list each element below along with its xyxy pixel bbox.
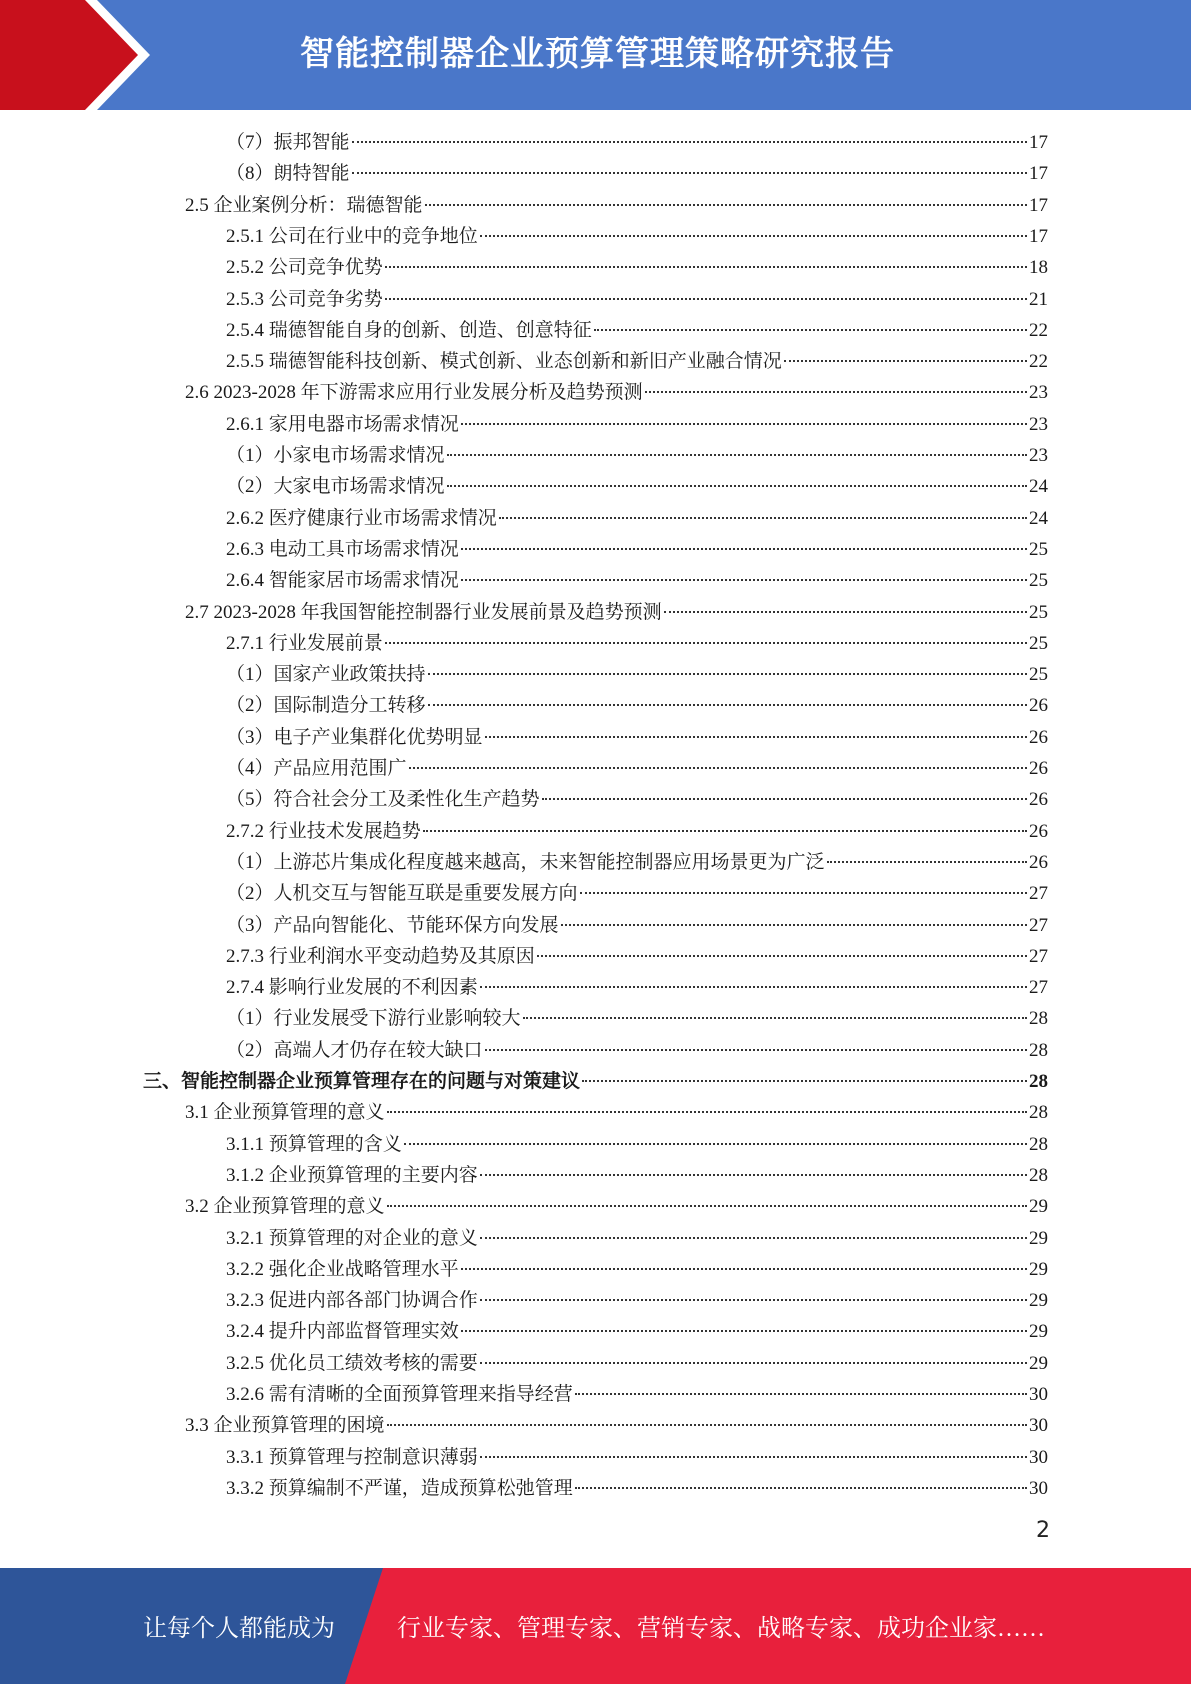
toc-entry[interactable]: [226, 440, 1048, 471]
toc-leader-dots: [664, 611, 1027, 613]
toc-entry-page: 26: [1029, 758, 1048, 779]
toc-entry[interactable]: [226, 1348, 1048, 1379]
toc-entry-page: 25: [1029, 602, 1048, 623]
toc-entry-title: 2.7.4 影响行业发展的不利因素: [226, 977, 478, 998]
toc-entry-page: 30: [1029, 1447, 1048, 1468]
toc-entry-page: 24: [1029, 476, 1048, 497]
toc-entry-page: 25: [1029, 570, 1048, 591]
toc-entry-page: 26: [1029, 821, 1048, 842]
toc-leader-dots: [485, 736, 1027, 738]
toc-entry-page: 28: [1029, 1102, 1048, 1123]
toc-entry-page: 28: [1029, 1165, 1048, 1186]
toc-leader-dots: [387, 1205, 1027, 1207]
toc-entry[interactable]: [226, 315, 1048, 346]
toc-leader-dots: [580, 892, 1027, 894]
toc-entry-title: （8）朗特智能: [226, 163, 350, 184]
toc-entry-page: 27: [1029, 915, 1048, 936]
toc-entry-title: 3.1 企业预算管理的意义: [185, 1102, 385, 1123]
toc-entry[interactable]: [226, 471, 1048, 502]
toc-entry[interactable]: [226, 753, 1048, 784]
toc-entry[interactable]: [226, 565, 1048, 596]
toc-leader-dots: [447, 485, 1027, 487]
toc-entry-page: 22: [1029, 351, 1048, 372]
report-title: 智能控制器企业预算管理策略研究报告: [300, 34, 895, 74]
toc-entry[interactable]: [226, 252, 1048, 283]
toc-entry[interactable]: [226, 1160, 1048, 1191]
toc-entry-title: 2.6.1 家用电器市场需求情况: [226, 414, 459, 435]
toc-entry-page: 17: [1029, 226, 1048, 247]
toc-entry-page: 30: [1029, 1384, 1048, 1405]
toc-entry-title: （2）国际制造分工转移: [226, 695, 426, 716]
toc-leader-dots: [461, 423, 1027, 425]
toc-entry-title: 2.6.3 电动工具市场需求情况: [226, 539, 459, 560]
toc-leader-dots: [480, 1362, 1027, 1364]
toc-entry[interactable]: [185, 1097, 1048, 1128]
toc-leader-dots: [827, 861, 1027, 863]
toc-entry[interactable]: [226, 1254, 1048, 1285]
toc-leader-dots: [461, 548, 1027, 550]
toc-leader-dots: [385, 642, 1027, 644]
toc-leader-dots: [385, 266, 1027, 268]
toc-entry-page: 28: [1029, 1008, 1048, 1029]
toc-entry-page: 23: [1029, 382, 1048, 403]
page-header: [0, 0, 1191, 110]
toc-entry-title: 3.2.2 强化企业战略管理水平: [226, 1259, 459, 1280]
footer-slogan-left: 让每个人都能成为: [143, 1616, 335, 1642]
toc-entry-page: 29: [1029, 1290, 1048, 1311]
toc-entry-page: 22: [1029, 320, 1048, 341]
page-footer: [0, 1568, 1191, 1684]
toc-entry-page: 29: [1029, 1228, 1048, 1249]
toc-entry-title: 2.5.3 公司竞争劣势: [226, 289, 383, 310]
toc-entry-title: 2.7 2023-2028 年我国智能控制器行业发展前景及趋势预测: [185, 602, 662, 623]
toc-entry-page: 29: [1029, 1353, 1048, 1374]
toc-leader-dots: [499, 517, 1027, 519]
toc-entry[interactable]: [226, 284, 1048, 315]
toc-entry[interactable]: [226, 1316, 1048, 1347]
toc-entry[interactable]: [226, 722, 1048, 753]
toc-entry-page: 27: [1029, 977, 1048, 998]
toc-entry-title: 3.2 企业预算管理的意义: [185, 1196, 385, 1217]
toc-entry-page: 29: [1029, 1196, 1048, 1217]
toc-leader-dots: [423, 830, 1027, 832]
toc-leader-dots: [645, 391, 1027, 393]
toc-leader-dots: [409, 767, 1027, 769]
toc-entry-page: 26: [1029, 695, 1048, 716]
toc-entry[interactable]: [226, 1035, 1048, 1066]
toc-leader-dots: [523, 1017, 1027, 1019]
toc-entry[interactable]: [226, 1473, 1048, 1504]
toc-entry[interactable]: [226, 1003, 1048, 1034]
toc-entry-title: 3.2.5 优化员工绩效考核的需要: [226, 1353, 478, 1374]
toc-leader-dots: [485, 1049, 1027, 1051]
toc-entry-title: （1）小家电市场需求情况: [226, 445, 445, 466]
toc-entry-page: 30: [1029, 1478, 1048, 1499]
toc-entry-title: （2）大家电市场需求情况: [226, 476, 445, 497]
toc-entry-page: 26: [1029, 727, 1048, 748]
toc-entry-title: 3.3.1 预算管理与控制意识薄弱: [226, 1447, 478, 1468]
toc-entry[interactable]: [226, 409, 1048, 440]
toc-entry-title: 2.5.4 瑞德智能自身的创新、创造、创意特征: [226, 320, 592, 341]
toc-entry-title: 2.6 2023-2028 年下游需求应用行业发展分析及趋势预测: [185, 382, 643, 403]
toc-entry-title: （3）产品向智能化、节能环保方向发展: [226, 915, 559, 936]
toc-leader-dots: [784, 360, 1027, 362]
toc-entry[interactable]: [226, 221, 1048, 252]
toc-entry-title: 3.2.4 提升内部监督管理实效: [226, 1321, 459, 1342]
toc-entry-title: （1）上游芯片集成化程度越来越高，未来智能控制器应用场景更为广泛: [226, 852, 825, 873]
toc-entry-title: 3.2.6 需有清晰的全面预算管理来指导经营: [226, 1384, 573, 1405]
toc-entry-title: （3）电子产业集群化优势明显: [226, 727, 483, 748]
header-chevron-icon: [0, 0, 160, 110]
toc-entry[interactable]: [143, 1066, 1048, 1097]
toc-leader-dots: [387, 1424, 1027, 1426]
toc-entry[interactable]: [185, 597, 1048, 628]
toc-entry[interactable]: [185, 1410, 1048, 1441]
toc-entry-title: 3.1.2 企业预算管理的主要内容: [226, 1165, 478, 1186]
toc-entry-title: 3.2.3 促进内部各部门协调合作: [226, 1290, 478, 1311]
toc-leader-dots: [594, 329, 1027, 331]
toc-entry-page: 25: [1029, 633, 1048, 654]
toc-leader-dots: [428, 704, 1027, 706]
toc-entry-title: 三、智能控制器企业预算管理存在的问题与对策建议: [143, 1071, 581, 1092]
toc-leader-dots: [387, 1111, 1027, 1113]
toc-entry-page: 28: [1029, 1040, 1048, 1061]
toc-entry-page: 23: [1029, 414, 1048, 435]
toc-leader-dots: [461, 579, 1027, 581]
toc-entry[interactable]: [226, 784, 1048, 815]
toc-entry-title: （1）国家产业政策扶持: [226, 664, 426, 685]
toc-leader-dots: [575, 1487, 1027, 1489]
toc-entry-page: 30: [1029, 1415, 1048, 1436]
toc-entry-title: 2.7.3 行业利润水平变动趋势及其原因: [226, 946, 535, 967]
toc-leader-dots: [404, 1143, 1027, 1145]
toc-leader-dots: [461, 1330, 1027, 1332]
toc-entry[interactable]: [226, 878, 1048, 909]
toc-entry[interactable]: [226, 628, 1048, 659]
toc-entry[interactable]: [226, 847, 1048, 878]
toc-entry-title: （2）高端人才仍存在较大缺口: [226, 1040, 483, 1061]
toc-entry[interactable]: [226, 972, 1048, 1003]
toc-leader-dots: [480, 235, 1027, 237]
toc-leader-dots: [480, 1456, 1027, 1458]
footer-slogan-right: 行业专家、管理专家、营销专家、战略专家、成功企业家……: [397, 1616, 1045, 1642]
toc-entry-title: （2）人机交互与智能互联是重要发展方向: [226, 883, 578, 904]
toc-leader-dots: [537, 955, 1027, 957]
toc-entry-page: 25: [1029, 664, 1048, 685]
toc-leader-dots: [575, 1393, 1027, 1395]
toc-entry-title: 2.7.1 行业发展前景: [226, 633, 383, 654]
toc-entry[interactable]: [226, 503, 1048, 534]
toc-entry-page: 29: [1029, 1321, 1048, 1342]
toc-entry-page: 21: [1029, 289, 1048, 310]
toc-entry-title: 2.5.1 公司在行业中的竞争地位: [226, 226, 478, 247]
toc-entry[interactable]: [185, 377, 1048, 408]
toc-entry-page: 27: [1029, 883, 1048, 904]
toc-entry-page: 23: [1029, 445, 1048, 466]
toc-entry-title: （1）行业发展受下游行业影响较大: [226, 1008, 521, 1029]
toc-entry-title: 3.2.1 预算管理的对企业的意义: [226, 1228, 478, 1249]
toc-entry-page: 29: [1029, 1259, 1048, 1280]
toc-entry-title: 2.5.2 公司竞争优势: [226, 257, 383, 278]
toc-leader-dots: [582, 1080, 1027, 1082]
toc-entry-title: 3.3.2 预算编制不严谨，造成预算松弛管理: [226, 1478, 573, 1499]
toc-entry[interactable]: [226, 534, 1048, 565]
toc-entry-page: 18: [1029, 257, 1048, 278]
toc-entry-page: 17: [1029, 195, 1048, 216]
toc-entry-title: （4）产品应用范围广: [226, 758, 407, 779]
toc-leader-dots: [480, 1237, 1027, 1239]
toc-entry-page: 27: [1029, 946, 1048, 967]
toc-entry-page: 17: [1029, 132, 1048, 153]
toc-entry-title: 2.5.5 瑞德智能科技创新、模式创新、业态创新和新旧产业融合情况: [226, 351, 782, 372]
toc-entry[interactable]: [226, 1285, 1048, 1316]
toc-leader-dots: [542, 798, 1027, 800]
toc-entry[interactable]: [226, 1379, 1048, 1410]
toc-leader-dots: [352, 172, 1027, 174]
toc-entry[interactable]: [226, 127, 1048, 158]
toc-entry-page: 24: [1029, 508, 1048, 529]
toc-entry-title: 2.5 企业案例分析：瑞德智能: [185, 195, 423, 216]
toc-leader-dots: [385, 298, 1027, 300]
toc-entry[interactable]: [226, 346, 1048, 377]
toc-entry-title: 2.7.2 行业技术发展趋势: [226, 821, 421, 842]
toc-entry[interactable]: [226, 941, 1048, 972]
toc-entry-page: 17: [1029, 163, 1048, 184]
toc-entry-title: 3.3 企业预算管理的困境: [185, 1415, 385, 1436]
toc-entry[interactable]: [185, 1191, 1048, 1222]
toc-entry[interactable]: [226, 1129, 1048, 1160]
toc-entry[interactable]: [226, 1442, 1048, 1473]
toc-entry-page: 28: [1029, 1134, 1048, 1155]
toc-entry[interactable]: [226, 1223, 1048, 1254]
toc-leader-dots: [480, 1299, 1027, 1301]
toc-leader-dots: [461, 1268, 1027, 1270]
toc-entry-page: 25: [1029, 539, 1048, 560]
toc-leader-dots: [480, 986, 1027, 988]
toc-entry[interactable]: [226, 690, 1048, 721]
toc-entry[interactable]: [226, 659, 1048, 690]
toc-leader-dots: [480, 1174, 1027, 1176]
toc-entry-title: （7）振邦智能: [226, 132, 350, 153]
toc-leader-dots: [352, 141, 1027, 143]
toc-entry-title: （5）符合社会分工及柔性化生产趋势: [226, 789, 540, 810]
toc-entry-title: 3.1.1 预算管理的含义: [226, 1134, 402, 1155]
toc-entry-page: 26: [1029, 852, 1048, 873]
toc-leader-dots: [561, 924, 1027, 926]
toc-entry-page: 28: [1029, 1071, 1048, 1092]
toc-leader-dots: [425, 204, 1027, 206]
toc-entry[interactable]: [226, 158, 1048, 189]
toc-entry[interactable]: [185, 190, 1048, 221]
toc-entry[interactable]: [226, 910, 1048, 941]
toc-entry-title: 2.6.4 智能家居市场需求情况: [226, 570, 459, 591]
toc-leader-dots: [428, 673, 1027, 675]
page-number: 2: [1036, 1518, 1050, 1543]
toc-entry-page: 26: [1029, 789, 1048, 810]
toc-entry[interactable]: [226, 816, 1048, 847]
toc-leader-dots: [447, 454, 1027, 456]
toc-entry-title: 2.6.2 医疗健康行业市场需求情况: [226, 508, 497, 529]
